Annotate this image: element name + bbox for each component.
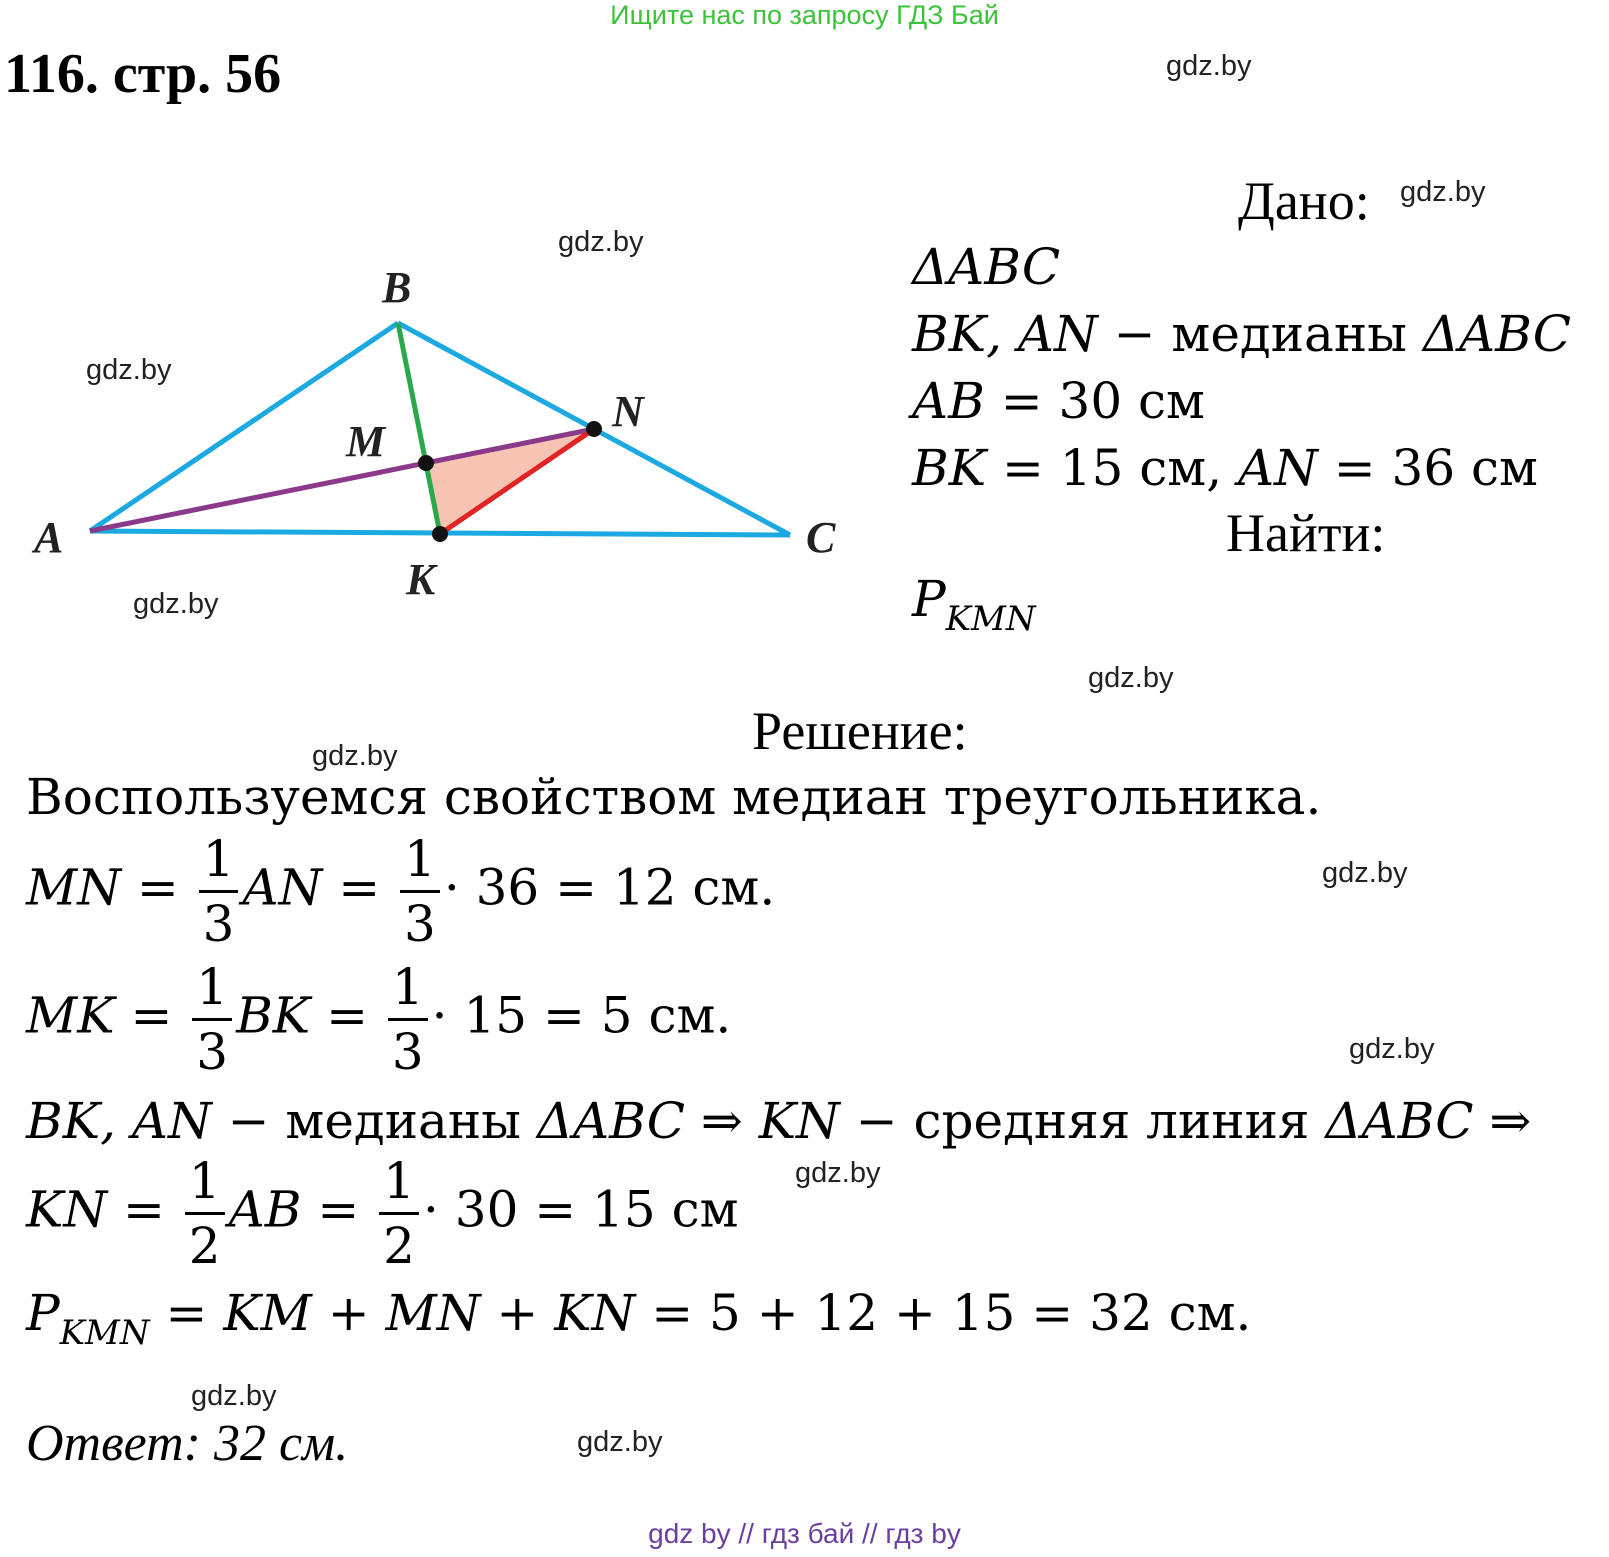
given-medians-text: − медианы xyxy=(1097,305,1423,363)
eq-midline-triangle: ΔABC xyxy=(536,1092,686,1150)
eq-p-plus-2: + xyxy=(480,1284,555,1342)
watermark: gdz.by xyxy=(1349,1033,1435,1065)
eq-mn-lhs: MN xyxy=(26,858,121,917)
given-title: Дано: xyxy=(1238,171,1370,231)
fraction-numerator: 1 xyxy=(185,1156,225,1215)
watermark: gdz.by xyxy=(312,740,398,772)
watermark: gdz.by xyxy=(1400,176,1486,208)
label-c: C xyxy=(806,513,836,562)
eq-mk-lhs: MK xyxy=(26,986,115,1045)
answer: Ответ: 32 см. xyxy=(26,1415,349,1472)
eq-midline-text-2: − средняя линия xyxy=(839,1092,1326,1150)
fraction xyxy=(199,830,239,953)
fraction-denominator: 3 xyxy=(196,1023,229,1081)
watermark: gdz.by xyxy=(1088,662,1174,694)
eq-kn-equals: = xyxy=(107,1180,181,1239)
equation-perimeter xyxy=(26,1284,1251,1353)
eq-midline-medians: BK, AN xyxy=(26,1092,212,1150)
eq-midline-triangle-2: ΔABC xyxy=(1325,1092,1474,1150)
equation-mk xyxy=(26,958,732,1081)
point-m-dot xyxy=(418,455,434,471)
eq-p-plus: + xyxy=(311,1284,386,1342)
eq-mn-equals-2: = xyxy=(322,858,396,917)
label-a: A xyxy=(34,513,64,562)
eq-kn-result: · 30 = 15 см xyxy=(422,1180,739,1239)
eq-p-kn: KN xyxy=(554,1284,636,1342)
label-k: K xyxy=(406,555,436,604)
fraction-numerator: 1 xyxy=(192,962,232,1021)
fraction-numerator: 1 xyxy=(199,834,239,893)
equation-mn xyxy=(26,830,776,953)
watermark: gdz.by xyxy=(86,354,172,386)
given-ab xyxy=(912,372,1205,430)
top-banner: Ищите нас по запросу ГДЗ Бай xyxy=(610,0,999,30)
exercise-heading: 116. стр. 56 xyxy=(4,43,282,105)
point-k-dot xyxy=(432,526,448,542)
equation-midline xyxy=(26,1092,1531,1150)
given-bk-value: = 15 см, xyxy=(986,439,1238,497)
label-n: N xyxy=(612,387,644,436)
watermark: gdz.by xyxy=(1322,857,1408,889)
triangle-figure xyxy=(0,0,880,620)
given-bk-name: BK xyxy=(912,439,987,497)
given-an-value: = 36 см xyxy=(1317,439,1538,497)
eq-mk-equals: = xyxy=(114,986,189,1045)
watermark: gdz.by xyxy=(133,588,219,620)
given-medians xyxy=(912,305,1571,363)
find-perimeter-sub: KMN xyxy=(945,599,1036,639)
eq-p-km: KM xyxy=(223,1284,312,1342)
fraction-denominator: 2 xyxy=(383,1217,415,1275)
given-an-name: AN xyxy=(1238,439,1318,497)
eq-midline-text: − медианы xyxy=(211,1092,537,1150)
eq-midline-implies-2: ⇒ xyxy=(1473,1092,1532,1150)
eq-mk-var: BK xyxy=(236,986,311,1045)
eq-p-equals: = xyxy=(149,1284,224,1342)
eq-mk-equals-2: = xyxy=(310,986,384,1045)
find-perimeter xyxy=(912,570,1036,639)
label-b: B xyxy=(382,263,412,312)
fraction xyxy=(388,958,428,1081)
given-ab-name: AB xyxy=(912,372,985,430)
fraction-denominator: 3 xyxy=(391,1023,424,1081)
fraction-numerator: 1 xyxy=(400,834,440,893)
watermark: gdz.by xyxy=(1166,50,1252,82)
eq-kn-lhs: KN xyxy=(26,1180,108,1239)
fraction xyxy=(185,1152,225,1275)
eq-mk-result: · 15 = 5 см. xyxy=(431,986,732,1045)
eq-kn-equals-2: = xyxy=(301,1180,376,1239)
find-perimeter-p: P xyxy=(912,570,946,628)
watermark: gdz.by xyxy=(577,1426,663,1458)
given-ab-value: = 30 см xyxy=(984,372,1205,430)
eq-kn-var: AB xyxy=(228,1180,302,1239)
eq-mn-var: AN xyxy=(242,858,323,917)
given-medians-names: BK, AN xyxy=(912,305,1098,363)
eq-midline-kn: KN xyxy=(758,1092,840,1150)
fraction xyxy=(400,830,440,953)
watermark: gdz.by xyxy=(795,1157,881,1189)
eq-p-mn: MN xyxy=(385,1284,481,1342)
watermark: gdz.by xyxy=(558,226,644,258)
eq-mn-equals: = xyxy=(120,858,195,917)
eq-p-symbol: P xyxy=(26,1284,60,1342)
fraction xyxy=(379,1152,419,1275)
watermark: gdz.by xyxy=(191,1380,277,1412)
given-medians-triangle: ΔABC xyxy=(1422,305,1572,363)
median-bk xyxy=(398,323,440,534)
equation-kn xyxy=(26,1152,739,1275)
fraction-denominator: 2 xyxy=(188,1217,221,1275)
solution-intro: Воспользуемся свойством медиан треугольника. xyxy=(26,768,1322,826)
eq-mn-result: · 36 = 12 см. xyxy=(443,858,776,917)
label-m: M xyxy=(346,417,386,466)
given-triangle: ΔABC xyxy=(912,238,1061,296)
eq-p-result: = 5 + 12 + 15 = 32 см. xyxy=(635,1284,1252,1342)
footer-links[interactable]: gdz by // гдз бай // гдз by xyxy=(648,1518,961,1549)
solution-title: Решение: xyxy=(752,701,968,761)
fraction-numerator: 1 xyxy=(388,962,428,1021)
fraction-denominator: 3 xyxy=(404,895,436,953)
fraction-denominator: 3 xyxy=(202,895,235,953)
fraction-numerator: 1 xyxy=(379,1156,419,1215)
find-title: Найти: xyxy=(1226,503,1386,563)
fraction xyxy=(192,958,232,1081)
point-n-dot xyxy=(586,421,602,437)
eq-p-sub: KMN xyxy=(59,1313,150,1353)
eq-midline-implies: ⇒ xyxy=(685,1092,759,1150)
given-bk-an xyxy=(912,439,1538,497)
